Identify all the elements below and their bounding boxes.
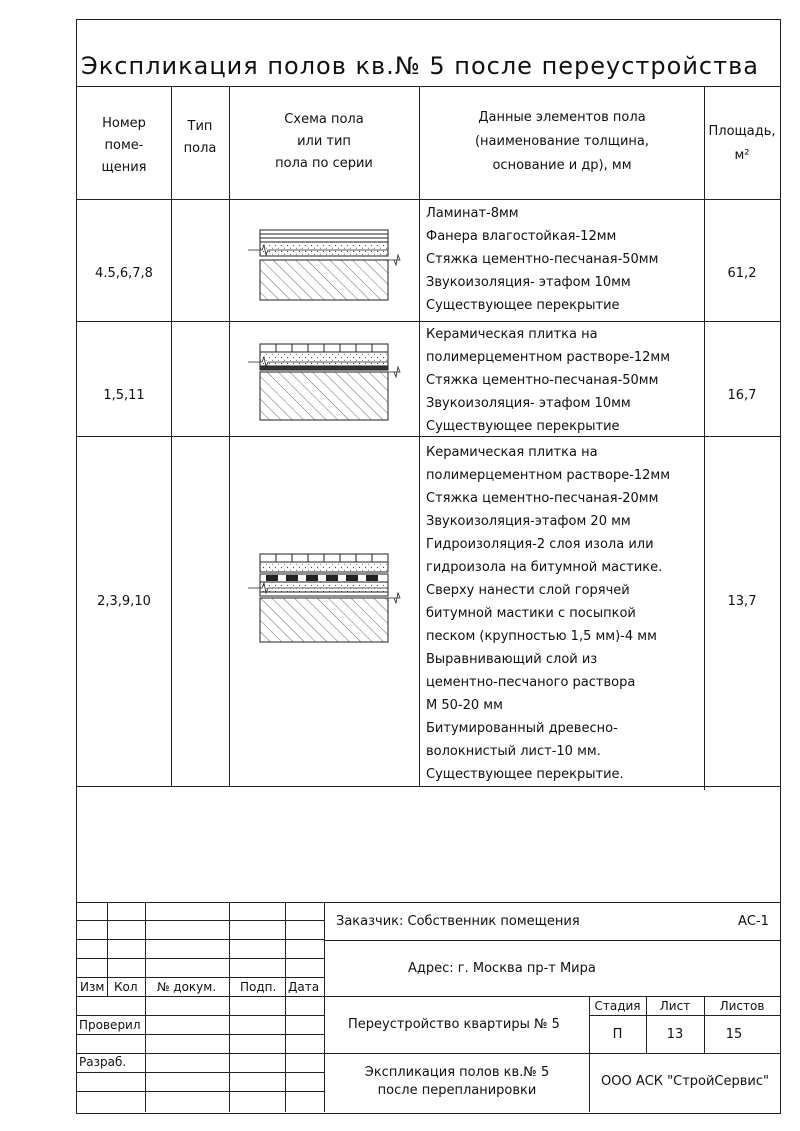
layer-line: Звукоизоляция-этафом 20 мм [426,514,631,529]
stamp-address: Адрес: г. Москва пр-т Мира [408,961,596,976]
stamp-col-kol: Кол [114,980,138,994]
header-data-line: Данные элементов пола [478,110,646,125]
stamp-line [76,902,780,903]
header-area-line: Площадь, [708,124,776,139]
row-area: 16,7 [727,388,757,403]
stamp-line [324,940,780,941]
stamp-sheet-code: АС-1 [738,914,769,929]
stamp-line [76,1015,324,1016]
stamp-line [107,902,108,996]
layer-line: гидроизола на битумной мастике. [426,560,663,575]
table-line [229,86,230,786]
stamp-line [145,902,146,1112]
stamp-sheets-value: 15 [725,1027,743,1042]
stamp-customer: Заказчик: Собственник помещения [336,914,580,929]
layer-line: Ламинат-8мм [426,206,519,221]
row-rooms: 4.5,6,7,8 [95,266,153,281]
table-line [76,199,780,200]
header-scheme-line: пола по серии [275,156,373,171]
stamp-line [324,996,780,997]
header-room-line: поме- [104,138,144,153]
floor-schematic-2 [244,338,404,428]
stamp-doc-title-line: после перепланировки [377,1083,537,1098]
stamp-line [76,958,324,959]
table-line [704,86,705,790]
row-layers [426,441,670,786]
table-line [76,86,780,87]
stamp-line [76,996,324,997]
stamp-line [589,996,590,1112]
table-line [171,86,172,786]
layer-line: Выравнивающий слой из [426,652,598,667]
row-rooms: 2,3,9,10 [97,594,151,609]
layer-line: Стяжка цементно-песчаная-20мм [426,491,659,506]
stamp-project: Переустройство квартиры № 5 [348,1017,560,1032]
stamp-col-date: Дата [288,980,320,994]
stamp-sheets-label: Листов [719,999,765,1013]
page-title: Экспликация полов кв.№ 5 после переустройства [81,52,759,80]
layer-line: Фанера влагостойкая-12мм [426,229,617,244]
stamp-col-izm: Изм [80,980,105,994]
stamp-col-doc: № докум. [157,980,217,994]
header-room-line: Номер [102,116,146,131]
layer-line: Стяжка цементно-песчаная-50мм [426,252,659,267]
table-line [76,321,780,322]
stamp-line [76,920,324,921]
header-data [420,106,704,178]
header-type [172,116,228,160]
floor-schematic-1 [244,220,404,310]
layer-line: Сверху нанести слой горячей [426,583,630,598]
row-area: 61,2 [727,266,757,281]
layer-line: полимерцементном растворе-12мм [426,468,671,483]
row-rooms: 1,5,11 [103,388,145,403]
row-layers [426,202,658,317]
header-scheme-line: Схема пола [284,112,364,127]
layer-line: Звукоизоляция- этафом 10мм [426,275,631,290]
header-data-line: (наименование толщина, [474,134,650,149]
stamp-line [76,1053,324,1054]
header-room-line: щения [101,160,147,175]
stamp-checked: Проверил [79,1018,141,1032]
stamp-developed: Разраб. [79,1055,127,1069]
layer-line: волокнистый лист-10 мм. [426,744,601,759]
layer-line: Звукоизоляция- этафом 10мм [426,396,631,411]
stamp-line [285,902,286,1112]
stamp-company: ООО АСК "СтройСервис" [600,1074,769,1089]
layer-line: М 50-20 мм [426,698,503,713]
layer-line: Битумированный древесно- [426,721,618,736]
layer-line: Керамическая плитка на [426,327,598,342]
stamp-line [76,1091,324,1092]
stamp-line [76,939,324,940]
table-line [419,86,420,786]
stamp-line [324,1053,780,1054]
stamp-col-sign: Подп. [240,980,277,994]
header-room [78,113,170,179]
layer-line: Существующее перекрытие. [426,767,624,782]
stamp-line [76,977,324,978]
header-type-line: пола [183,141,217,156]
stamp-sheet-value: 13 [666,1027,684,1042]
layer-line: Гидроизоляция-2 слоя изола или [426,537,654,552]
header-scheme-line: или тип [297,134,351,149]
header-area-line: м² [734,148,750,163]
stamp-line [589,1015,780,1016]
layer-line: Керамическая плитка на [426,445,598,460]
stamp-line [229,902,230,1112]
layer-line: полимерцементном растворе-12мм [426,350,671,365]
stamp-doc-title [325,1064,589,1100]
stamp-line [76,1072,324,1073]
stamp-stage-label: Стадия [594,999,641,1013]
row-area: 13,7 [727,594,757,609]
header-scheme [230,109,418,175]
layer-line: песком (крупностью 1,5 мм)-4 мм [426,629,657,644]
row-layers [426,323,670,438]
floor-schematic-3 [244,548,404,648]
layer-line: Стяжка цементно-песчаная-50мм [426,373,659,388]
stamp-line [76,1034,324,1035]
stamp-sheet-label: Лист [659,999,691,1013]
header-data-line: основание и др), мм [492,158,632,173]
table-line [76,786,780,787]
layer-line: битумной мастики с посыпкой [426,606,636,621]
stamp-stage-value: П [612,1027,623,1042]
header-type-line: Тип [187,119,213,134]
layer-line: Существующее перекрытие [426,419,620,434]
layer-line: Существующее перекрытие [426,298,620,313]
stamp-doc-title-line: Экспликация полов кв.№ 5 [364,1065,550,1080]
layer-line: цементно-песчаного раствора [426,675,636,690]
header-area [705,120,779,168]
